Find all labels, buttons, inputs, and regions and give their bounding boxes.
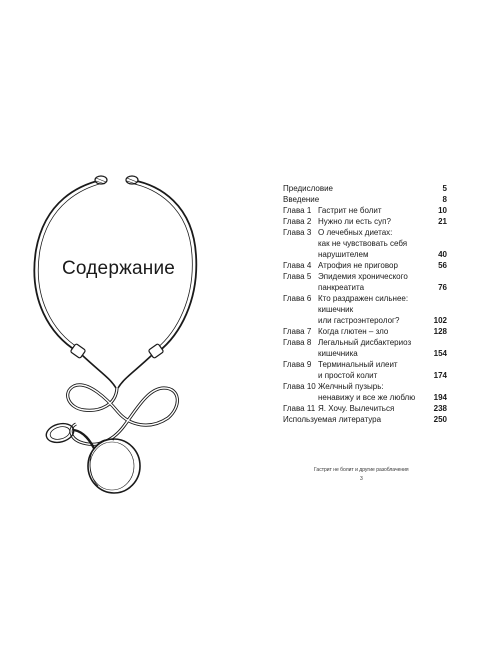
- toc-entry[interactable]: [283, 216, 447, 227]
- toc-entry[interactable]: [283, 381, 447, 403]
- page-number: 40: [438, 250, 447, 259]
- toc-entry[interactable]: [283, 293, 447, 326]
- toc-entry[interactable]: [283, 260, 447, 271]
- chapter-label: Глава 1: [283, 206, 312, 215]
- page-number: 5: [442, 184, 447, 193]
- chapter-title: Кто раздражен сильнее: кишечник или гастроэнтеролог?: [318, 294, 409, 325]
- page-number: 102: [433, 316, 447, 325]
- toc-entry[interactable]: [283, 271, 447, 293]
- chapter-title: Нужно ли есть суп?: [318, 217, 391, 226]
- page-number: 76: [438, 283, 447, 292]
- chapter-label: Глава 10: [283, 382, 316, 391]
- table-of-contents: [283, 183, 447, 425]
- chapter-label: Глава 7: [283, 327, 312, 336]
- toc-entry[interactable]: [283, 194, 447, 205]
- chapter-title: Я. Хочу. Вылечиться: [318, 404, 395, 413]
- chapter-title: Предисловие: [283, 184, 333, 193]
- toc-entry[interactable]: [283, 227, 447, 260]
- page-number: 21: [438, 217, 447, 226]
- page-number: 56: [438, 261, 447, 270]
- chapter-title: Легальный дисбактериоз кишечника: [318, 338, 412, 358]
- chapter-title: Когда глютен – зло: [318, 327, 389, 336]
- chapter-title: Желчный пузырь: ненавижу и все же люблю: [318, 382, 416, 402]
- chapter-title: О лечебных диетах: как не чувствовать себя нарушителем: [318, 228, 408, 259]
- toc-entry[interactable]: [283, 326, 447, 337]
- page-number: 174: [433, 371, 447, 380]
- chapter-label: Глава 5: [283, 272, 312, 281]
- page-number: 128: [433, 327, 447, 336]
- chapter-title: Введение: [283, 195, 320, 204]
- chapter-label: Глава 9: [283, 360, 312, 369]
- chapter-title: Используемая литература: [283, 415, 382, 424]
- chapter-title: Терминальный илеит и простой колит: [318, 360, 398, 380]
- toc-entry[interactable]: [283, 205, 447, 216]
- toc-entry[interactable]: [283, 337, 447, 359]
- chapter-title: Атрофия не приговор: [318, 261, 398, 270]
- page-number: 154: [433, 349, 447, 358]
- folio-page-number: 3: [360, 476, 363, 482]
- page-title: Содержание: [62, 258, 176, 279]
- toc-entry[interactable]: [283, 414, 447, 425]
- toc-entry[interactable]: [283, 359, 447, 381]
- chapter-title: Гастрит не болит: [318, 206, 382, 215]
- page-number: 250: [433, 415, 447, 424]
- page-number: 8: [442, 195, 447, 204]
- toc-entry[interactable]: [283, 403, 447, 414]
- chapter-label: Глава 2: [283, 217, 312, 226]
- page-number: 10: [438, 206, 447, 215]
- chapter-label: Глава 11: [283, 404, 316, 413]
- chapter-title: Эпидемия хронического панкреатита: [318, 272, 408, 292]
- chapter-label: Глава 3: [283, 228, 312, 237]
- chapter-label: Глава 8: [283, 338, 312, 347]
- page-number: 194: [433, 393, 447, 402]
- toc-entry[interactable]: [283, 183, 447, 194]
- page-number: 238: [433, 404, 447, 413]
- running-title: Гастрит не болит и другие разоблачения: [314, 467, 409, 473]
- chapter-label: Глава 6: [283, 294, 312, 303]
- chapter-label: Глава 4: [283, 261, 312, 270]
